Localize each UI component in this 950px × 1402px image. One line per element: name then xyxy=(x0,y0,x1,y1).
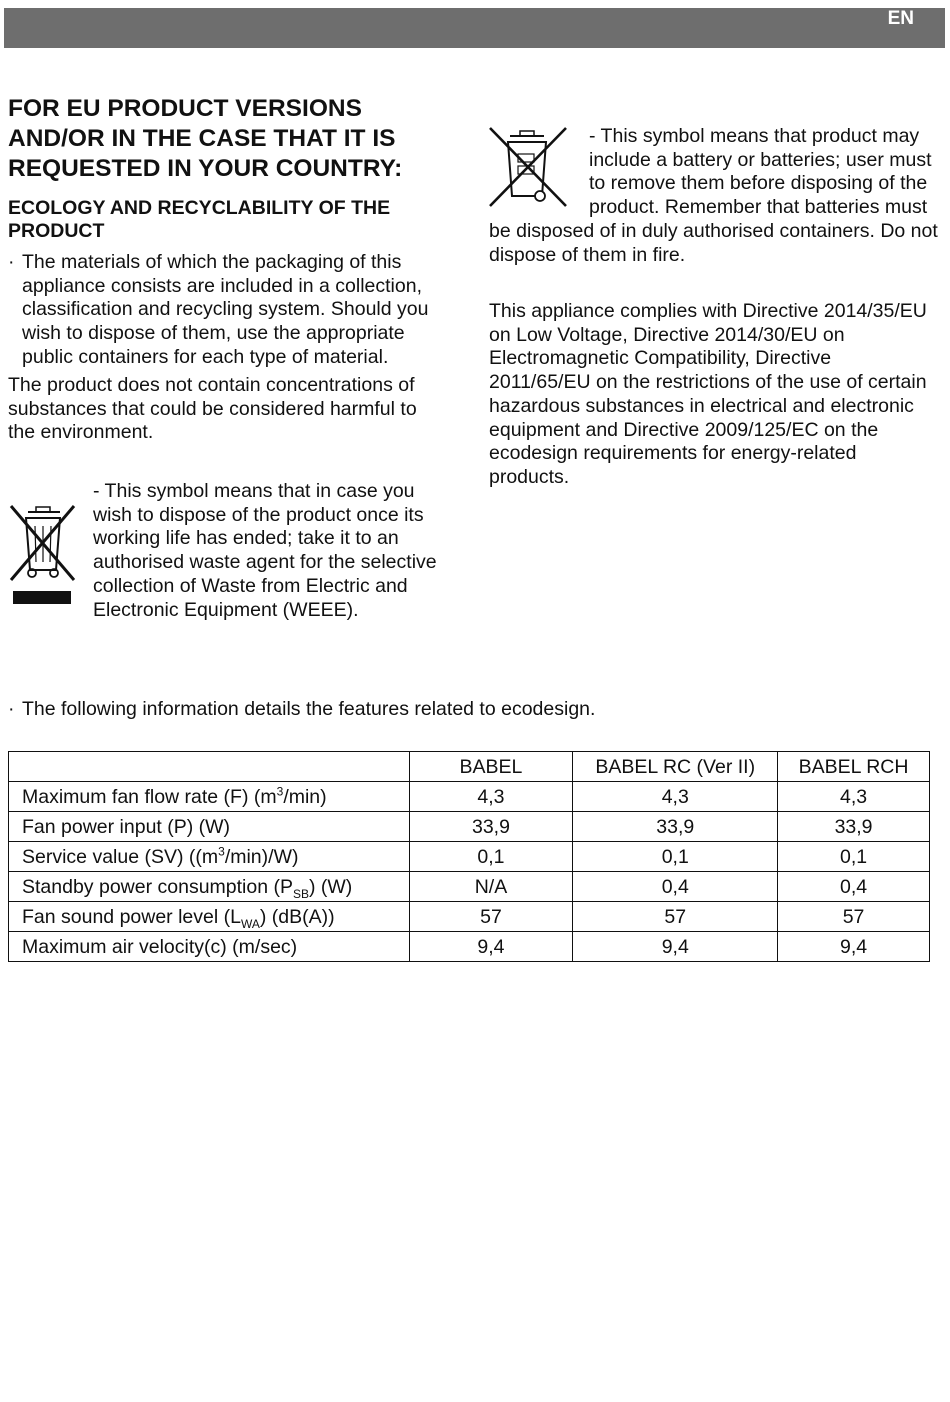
value-cell: 33,9 xyxy=(409,812,573,842)
value-cell: 0,1 xyxy=(573,842,778,872)
icon-spacer xyxy=(489,125,589,209)
row-label-suffix: /min)/W) xyxy=(224,845,299,868)
weee-bin-icon xyxy=(8,500,78,610)
bullet-dot: · xyxy=(8,698,15,720)
value-cell: 4,3 xyxy=(573,782,778,812)
harmful-substances-text: The product does not contain concentrations of substances that could be considered harmful to the environment. xyxy=(8,374,417,444)
column-header: BABEL RC (Ver II) xyxy=(573,752,778,782)
value-cell: 0,4 xyxy=(573,872,778,902)
row-label-text: Fan power input (P) (W) xyxy=(22,815,231,838)
value-cell: 9,4 xyxy=(409,932,573,962)
language-label: EN xyxy=(887,8,914,29)
row-label xyxy=(9,902,410,932)
row-label-text: Maximum air velocity(c) (m/sec) xyxy=(22,935,298,958)
table-row xyxy=(9,812,930,842)
packaging-bullet xyxy=(8,251,454,371)
row-label-text: Service value (SV) ((m xyxy=(22,845,219,868)
value-cell: 57 xyxy=(573,902,778,932)
ecodesign-bullet xyxy=(8,698,908,724)
value-cell: N/A xyxy=(409,872,573,902)
value-cell: 0,1 xyxy=(409,842,573,872)
row-label-superscript: 3 xyxy=(218,844,225,858)
value-cell: 33,9 xyxy=(573,812,778,842)
row-label-subscript: SB xyxy=(292,886,309,901)
row-label-superscript: 3 xyxy=(276,784,284,798)
value-cell: 4,3 xyxy=(778,782,930,812)
value-cell: 57 xyxy=(409,902,573,932)
row-label xyxy=(9,932,410,962)
section-heading: ECOLOGY AND RECYCLABILITY OF THE PRODUCT xyxy=(8,197,391,242)
value-cell: 0,1 xyxy=(778,842,930,872)
value-cell: 9,4 xyxy=(573,932,778,962)
value-cell: 57 xyxy=(778,902,930,932)
column-header: BABEL RCH xyxy=(778,752,930,782)
table-row xyxy=(9,902,930,932)
value-cell: 9,4 xyxy=(778,932,930,962)
table-row xyxy=(9,872,930,902)
battery-text-content: - This symbol means that product may include a battery or batteries; user must to remove them before disposing of the product. Remember that batteries must be disposed of in duly authorised containers. Do not dispose of them in fire. xyxy=(489,125,938,266)
row-label-suffix: /min) xyxy=(283,785,327,808)
row-label xyxy=(9,812,410,842)
row-label-text: Standby power consumption (P xyxy=(22,875,293,898)
table-header-row xyxy=(9,752,930,782)
row-label-text: Maximum fan flow rate (F) (m xyxy=(22,785,277,808)
row-label xyxy=(9,872,410,902)
page-title: FOR EU PRODUCT VERSIONS AND/OR IN THE CASE THAT IT IS REQUESTED IN YOUR COUNTRY: xyxy=(8,95,403,182)
row-label xyxy=(9,842,410,872)
header-empty-cell xyxy=(9,752,410,782)
ecodesign-intro-text: The following information details the features related to ecodesign. xyxy=(22,698,596,720)
directive-text: This appliance complies with Directive 2014/35/EU on Low Voltage, Directive 2014/30/EU on Electromagnetic Compatibility, Directive 2011/65/EU on the restrictions of the use of certain hazardous substances in electrical and electronic equipment and Directive 2009/125/EC on the ecodesign requirements for energy-related products. xyxy=(489,300,927,488)
weee-text: - This symbol means that in case you wish to dispose of the product once its working life has ended; take it to an authorised waste agent for the selective collection of Waste from Electric and Electronic Equipment (WEEE). xyxy=(93,480,437,621)
ecodesign-table xyxy=(8,751,930,962)
row-label-suffix: ) (W) xyxy=(309,875,353,898)
bullet-dot: · xyxy=(8,251,15,273)
column-header: BABEL xyxy=(409,752,573,782)
value-cell: 4,3 xyxy=(409,782,573,812)
packaging-text: The materials of which the packaging of this appliance consists are included in a collection, classification and recycling system. Should you wish to dispose of them, use the appropriate public containers for each type of material. xyxy=(22,251,429,368)
value-cell: 0,4 xyxy=(778,872,930,902)
value-cell: 33,9 xyxy=(778,812,930,842)
table-row xyxy=(9,932,930,962)
table-row xyxy=(9,842,930,872)
row-label-subscript: WA xyxy=(240,916,260,931)
row-label-text: Fan sound power level (L xyxy=(22,905,241,928)
header-bar xyxy=(4,8,945,48)
table-row xyxy=(9,782,930,812)
battery-text xyxy=(489,125,945,267)
row-label-suffix: ) (dB(A)) xyxy=(259,905,335,928)
row-label xyxy=(9,782,410,812)
